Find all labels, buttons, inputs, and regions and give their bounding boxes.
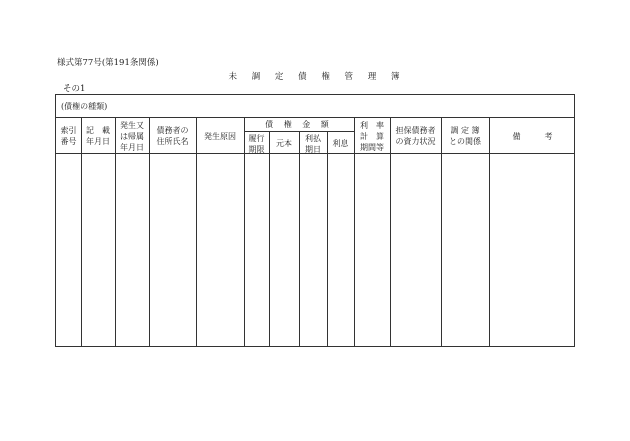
claim-type-row [56, 95, 574, 118]
ledger-table [55, 94, 575, 347]
column-divider [327, 131, 328, 346]
header-performance-due: 履行 期限 [248, 134, 265, 154]
header-principal: 元本 [276, 139, 292, 148]
header-debtor: 債務者の 住所氏名 [156, 126, 189, 146]
part-label: その1 [63, 84, 86, 94]
form-number-label: 様式第77号(第191条関係) [57, 58, 159, 68]
header-record-date: 記 載 年月日 [86, 126, 110, 146]
header-index-number: 索引 番号 [60, 126, 77, 146]
header-interest-rate: 利 率 計 算 期間等 [360, 121, 384, 152]
header-interest: 利息 [332, 139, 349, 148]
claim-type-label: (債権の種類) [61, 102, 108, 111]
header-collateral: 担保債務者 の資力状況 [395, 126, 436, 146]
header-occurrence-date: 発生又 は帰属 年月日 [120, 121, 144, 152]
column-divider [299, 131, 300, 346]
column-divider [269, 131, 270, 346]
header-interest-payment: 利払 期日 [305, 134, 321, 154]
header-cause: 発生原因 [204, 132, 236, 141]
header-determination: 調 定 簿 との関係 [449, 126, 481, 146]
header-remarks: 備 考 [512, 132, 553, 141]
claim-amount-subheader-line [244, 131, 354, 132]
header-claim-amount: 債 権 金 額 [265, 120, 333, 129]
document-title: 未 調 定 債 権 管 理 簿 [228, 72, 406, 82]
